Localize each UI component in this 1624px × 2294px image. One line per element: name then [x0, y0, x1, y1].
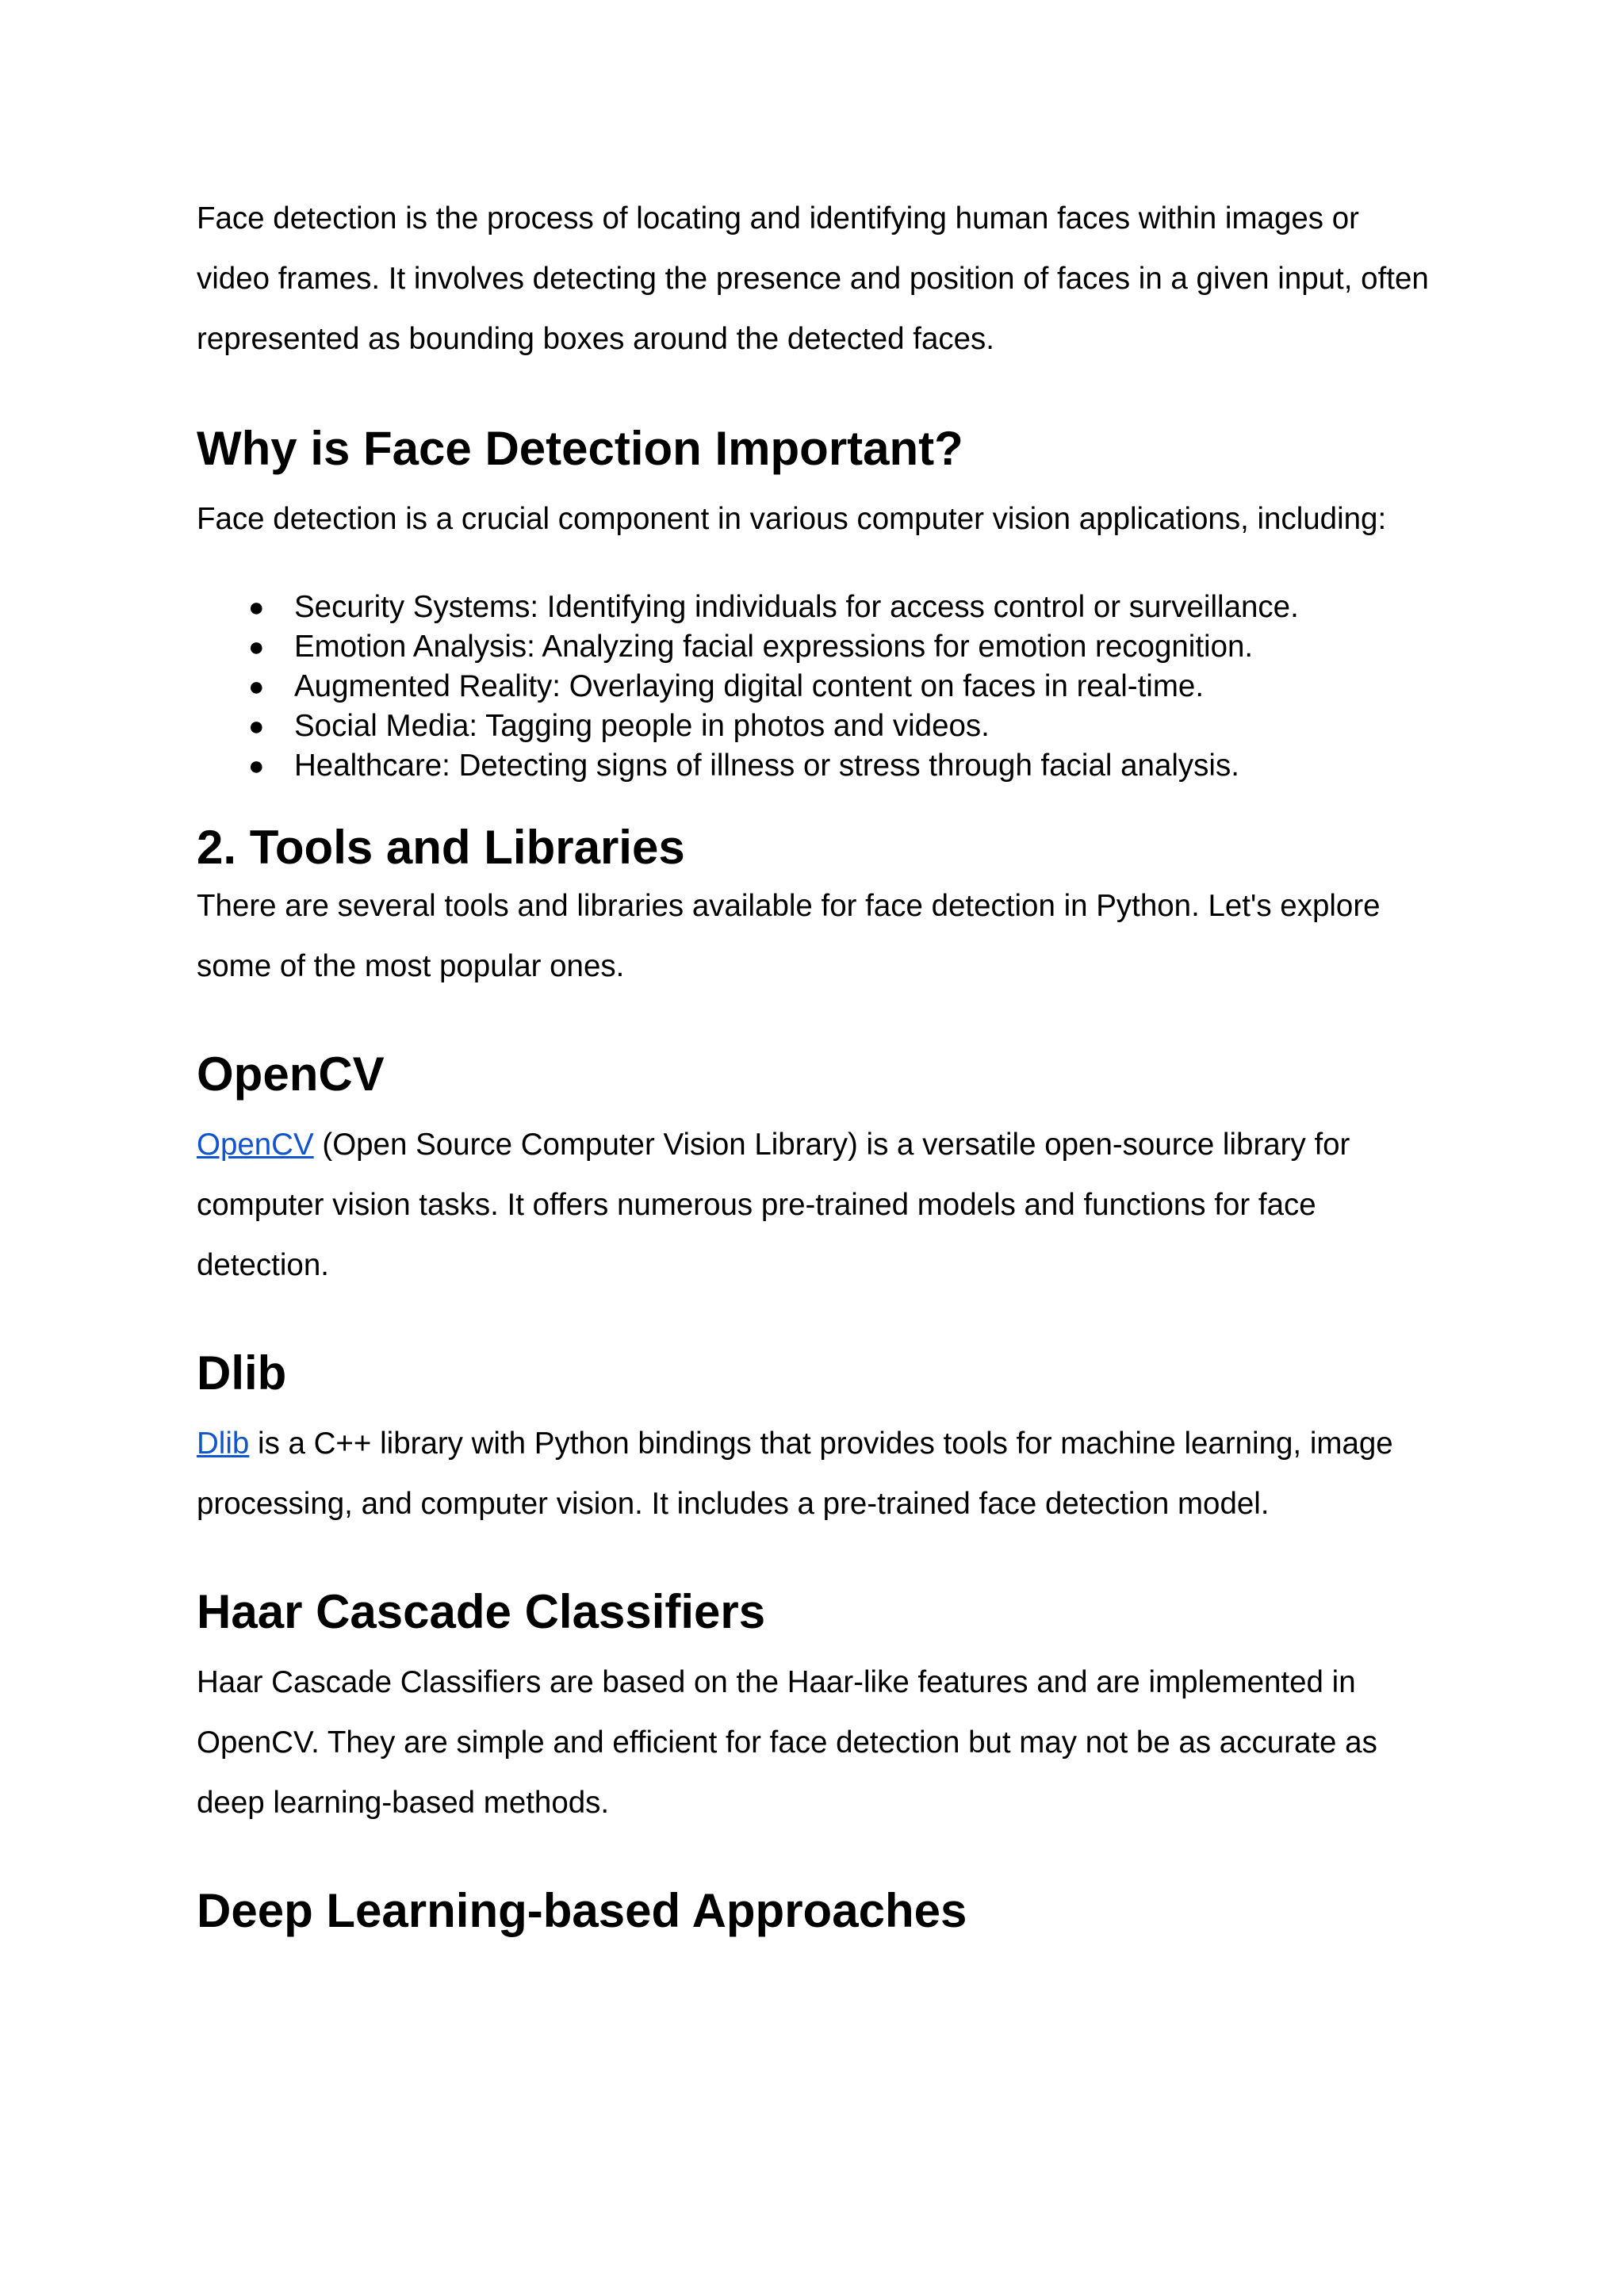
- dlib-heading: Dlib: [197, 1346, 287, 1400]
- bullet-icon: ●: [248, 592, 265, 622]
- why-lead-paragraph: Face detection is a crucial component in various computer vision applications, including:: [197, 502, 1387, 536]
- bullet-icon: ●: [248, 751, 265, 781]
- list-item: ● Security Systems: Identifying individuals for access control or surveillance.: [197, 588, 1434, 627]
- opencv-heading: OpenCV: [197, 1047, 385, 1101]
- list-item: ● Augmented Reality: Overlaying digital content on faces in real-time.: [197, 667, 1434, 707]
- tools-heading: 2. Tools and Libraries: [197, 821, 685, 874]
- dlib-paragraph: Dlib is a C++ library with Python bindings that provides tools for machine learning, image processing, and computer vision. It includes a pre-trained face detection model.: [197, 1427, 1393, 1521]
- applications-list: [197, 588, 1434, 786]
- intro-paragraph: Face detection is the process of locating and identifying human faces within images or video frames. It involves detecting the presence and position of faces in a given input, often represented as bounding boxes around the detected faces.: [197, 201, 1429, 356]
- list-item: ● Healthcare: Detecting signs of illness or stress through facial analysis.: [197, 746, 1434, 786]
- list-item: ● Emotion Analysis: Analyzing facial expressions for emotion recognition.: [197, 627, 1434, 667]
- haar-heading: Haar Cascade Classifiers: [197, 1585, 766, 1638]
- haar-paragraph: Haar Cascade Classifiers are based on the Haar-like features and are implemented in OpenCV. They are simple and efficient for face detection but may not be as accurate as deep learning-based methods.: [197, 1665, 1377, 1820]
- why-heading: Why is Face Detection Important?: [197, 422, 963, 475]
- tools-paragraph: There are several tools and libraries available for face detection in Python. Let's explore some of the most popular ones.: [197, 889, 1381, 983]
- list-item: ● Social Media: Tagging people in photos and videos.: [197, 707, 1434, 746]
- dlib-link[interactable]: Dlib: [197, 1427, 250, 1461]
- bullet-icon: ●: [248, 672, 265, 702]
- bullet-icon: ●: [248, 632, 265, 662]
- opencv-paragraph: OpenCV (Open Source Computer Vision Library) is a versatile open-source library for computer vision tasks. It offers numerous pre-trained models and functions for face detection.: [197, 1128, 1350, 1282]
- bullet-icon: ●: [248, 711, 265, 741]
- opencv-link[interactable]: OpenCV: [197, 1128, 314, 1162]
- document-content: [197, 189, 1434, 1940]
- deep-learning-heading: Deep Learning-based Approaches: [197, 1884, 967, 1937]
